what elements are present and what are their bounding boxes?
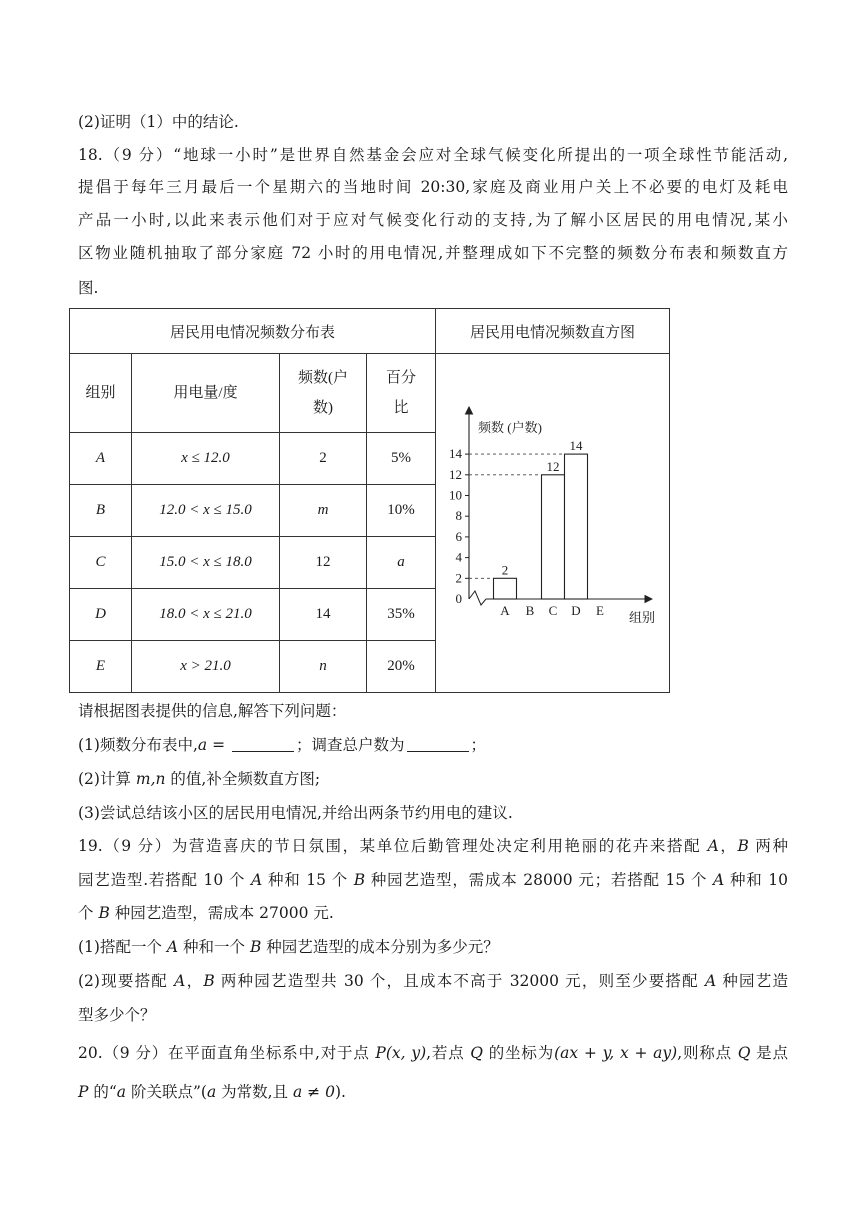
q18-intro-line2: 提倡于每年三月最后一个星期六的当地时间 20:30,家庭及商业用户关上不必要的电灯及耗电 (78, 178, 788, 196)
header-count: 频数(户 数) (280, 354, 367, 433)
q19-line1: 19.（9 分）为营造喜庆的节日氛围，某单位后勤管理处决定利用艳丽的花卉来搭配 A，B 两种 (78, 837, 788, 855)
data-label: 12 (546, 458, 560, 474)
x-tick-label: D (571, 603, 581, 618)
x-tick-label: A (500, 603, 510, 618)
q18-intro-line4: 区物业随机抽取了部分家庭 72 小时的用电情况,并整理成如下不完整的频数分布表和频数直方 (78, 244, 788, 262)
x-tick-label: E (596, 603, 604, 618)
q18-intro-line3: 产品一小时,以此来表示他们对于应对气候变化行动的支持,为了解小区居民的用电情况,某小 (78, 211, 788, 229)
header-usage: 用电量/度 (132, 354, 280, 433)
x-axis-label: 组别 (629, 610, 656, 625)
y-tick-label: 14 (449, 446, 462, 462)
y-tick-label: 4 (455, 549, 462, 565)
q18-intro-line5: 图. (78, 279, 99, 297)
data-label: 14 (569, 438, 583, 454)
y-axis-label: 频数 (户数) (478, 420, 542, 435)
q19-line2: 园艺造型.若搭配 10 个 A 种和 15 个 B 种园艺造型，需成本 28000 元；若搭配 15 个 A 种和 10 (78, 871, 788, 889)
header-group: 组别 (70, 354, 132, 433)
y-tick-label: 2 (455, 570, 462, 586)
table-title-left: 居民用电情况频数分布表 (70, 309, 436, 354)
table-row: A x ≤ 12.0 2 5% (70, 433, 670, 485)
q18-part2: (2)计算 m,n 的值,补全频数直方图; (78, 770, 321, 788)
table-row: D 18.0 < x ≤ 21.0 14 35% (70, 589, 670, 641)
bar-D (565, 454, 588, 599)
q19-part1: (1)搭配一个 A 种和一个 B 种园艺造型的成本分别为多少元？ (78, 938, 499, 956)
answer-blank-a[interactable] (232, 737, 294, 752)
q20-line2: P 的“a 阶关联点”(a 为常数,且 a ≠ 0). (78, 1083, 346, 1101)
x-tick-label: B (525, 603, 535, 618)
q18-intro-line1: 18.（9 分）“地球一小时”是世界自然基金会应对全球气候变化所提出的一项全球性节能活动, (78, 146, 788, 164)
q18-part1: (1)频数分布表中,a = ；调查总户数为 ； (78, 736, 487, 754)
y-tick-label: 8 (455, 508, 462, 524)
y-tick-label: 6 (455, 528, 462, 544)
y-tick-label: 10 (449, 487, 462, 503)
table-row: C 15.0 < x ≤ 18.0 12 a (70, 537, 670, 589)
table-title-right: 居民用电情况频数直方图 (436, 309, 670, 354)
histogram-chart (438, 355, 670, 692)
answer-blank-total[interactable] (407, 737, 469, 752)
x-tick-label: C (548, 603, 558, 618)
q20-line1: 20.（9 分）在平面直角坐标系中,对于点 P(x, y),若点 Q 的坐标为(ax + y, x + ay),则称点 Q 是点 (78, 1044, 788, 1062)
q18-instruction: 请根据图表提供的信息,解答下列问题： (78, 702, 347, 720)
bar-A (494, 578, 517, 599)
q19-part2: (2)现要搭配 A，B 两种园艺造型共 30 个，且成本不高于 32000 元，则至少要搭配 A 种园艺造 (78, 972, 788, 990)
axis-break-icon (469, 591, 486, 605)
header-percent: 百分 比 (367, 354, 436, 433)
bar-C (542, 475, 565, 599)
q19-line3: 个 B 种园艺造型，需成本 27000 元. (78, 904, 334, 922)
y-tick-label: 12 (449, 466, 462, 482)
q19-part2-cont: 型多少个？ (78, 1006, 156, 1024)
y-tick-label: 0 (455, 591, 462, 606)
data-label: 2 (501, 562, 509, 578)
table-row: B 12.0 < x ≤ 15.0 m 10% (70, 485, 670, 537)
q17-part2: (2)证明（1）中的结论. (78, 113, 239, 131)
table-row: E x > 21.0 n 20% (70, 641, 670, 693)
q18-part3: (3)尝试总结该小区的居民用电情况,并给出两条节约用电的建议. (78, 804, 513, 822)
